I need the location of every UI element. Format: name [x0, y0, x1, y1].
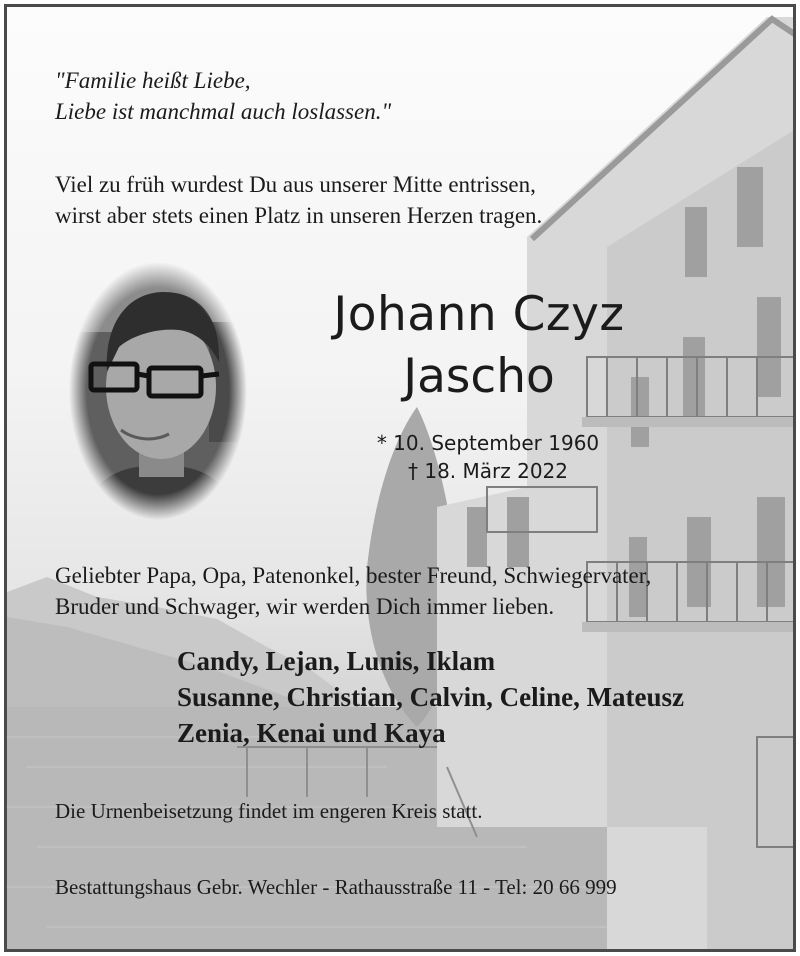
funeral-home-footer: Bestattungshaus Gebr. Wechler - Rathausstraße 11 - Tel: 20 66 999 [55, 875, 617, 899]
birth-date: * 10. September 1960 [376, 431, 600, 455]
family-line-3: Zenia, Kenai und Kaya [177, 718, 446, 748]
family-line-2: Susanne, Christian, Calvin, Celine, Mateusz [177, 682, 685, 712]
burial-note: Die Urnenbeisetzung findet im engeren Kreis statt. [55, 799, 483, 823]
family-line-1: Candy, Lejan, Lunis, Iklam [177, 646, 496, 676]
relationship-text [55, 560, 651, 622]
relationship-line-2: Bruder und Schwager, wir werden Dich immer lieben. [55, 594, 555, 619]
relationship-line-1: Geliebter Papa, Opa, Patenonkel, bester Freund, Schwiegervater, [55, 563, 652, 588]
quote-line-2: Liebe ist manchmal auch loslassen." [55, 99, 392, 124]
deceased-nickname: Jascho [403, 349, 555, 404]
obituary-card [4, 4, 796, 952]
death-date: † 18. März 2022 [407, 459, 568, 483]
life-dates [353, 429, 623, 485]
family-names [177, 643, 684, 751]
quote [55, 65, 391, 127]
intro-line-1: Viel zu früh wurdest Du aus unserer Mitte entrissen, [55, 172, 536, 197]
deceased-name: Johann Czyz [333, 287, 625, 342]
quote-line-1: "Familie heißt Liebe, [55, 68, 251, 93]
intro-line-2: wirst aber stets einen Platz in unseren Herzen tragen. [55, 203, 543, 228]
intro-text [55, 169, 542, 231]
